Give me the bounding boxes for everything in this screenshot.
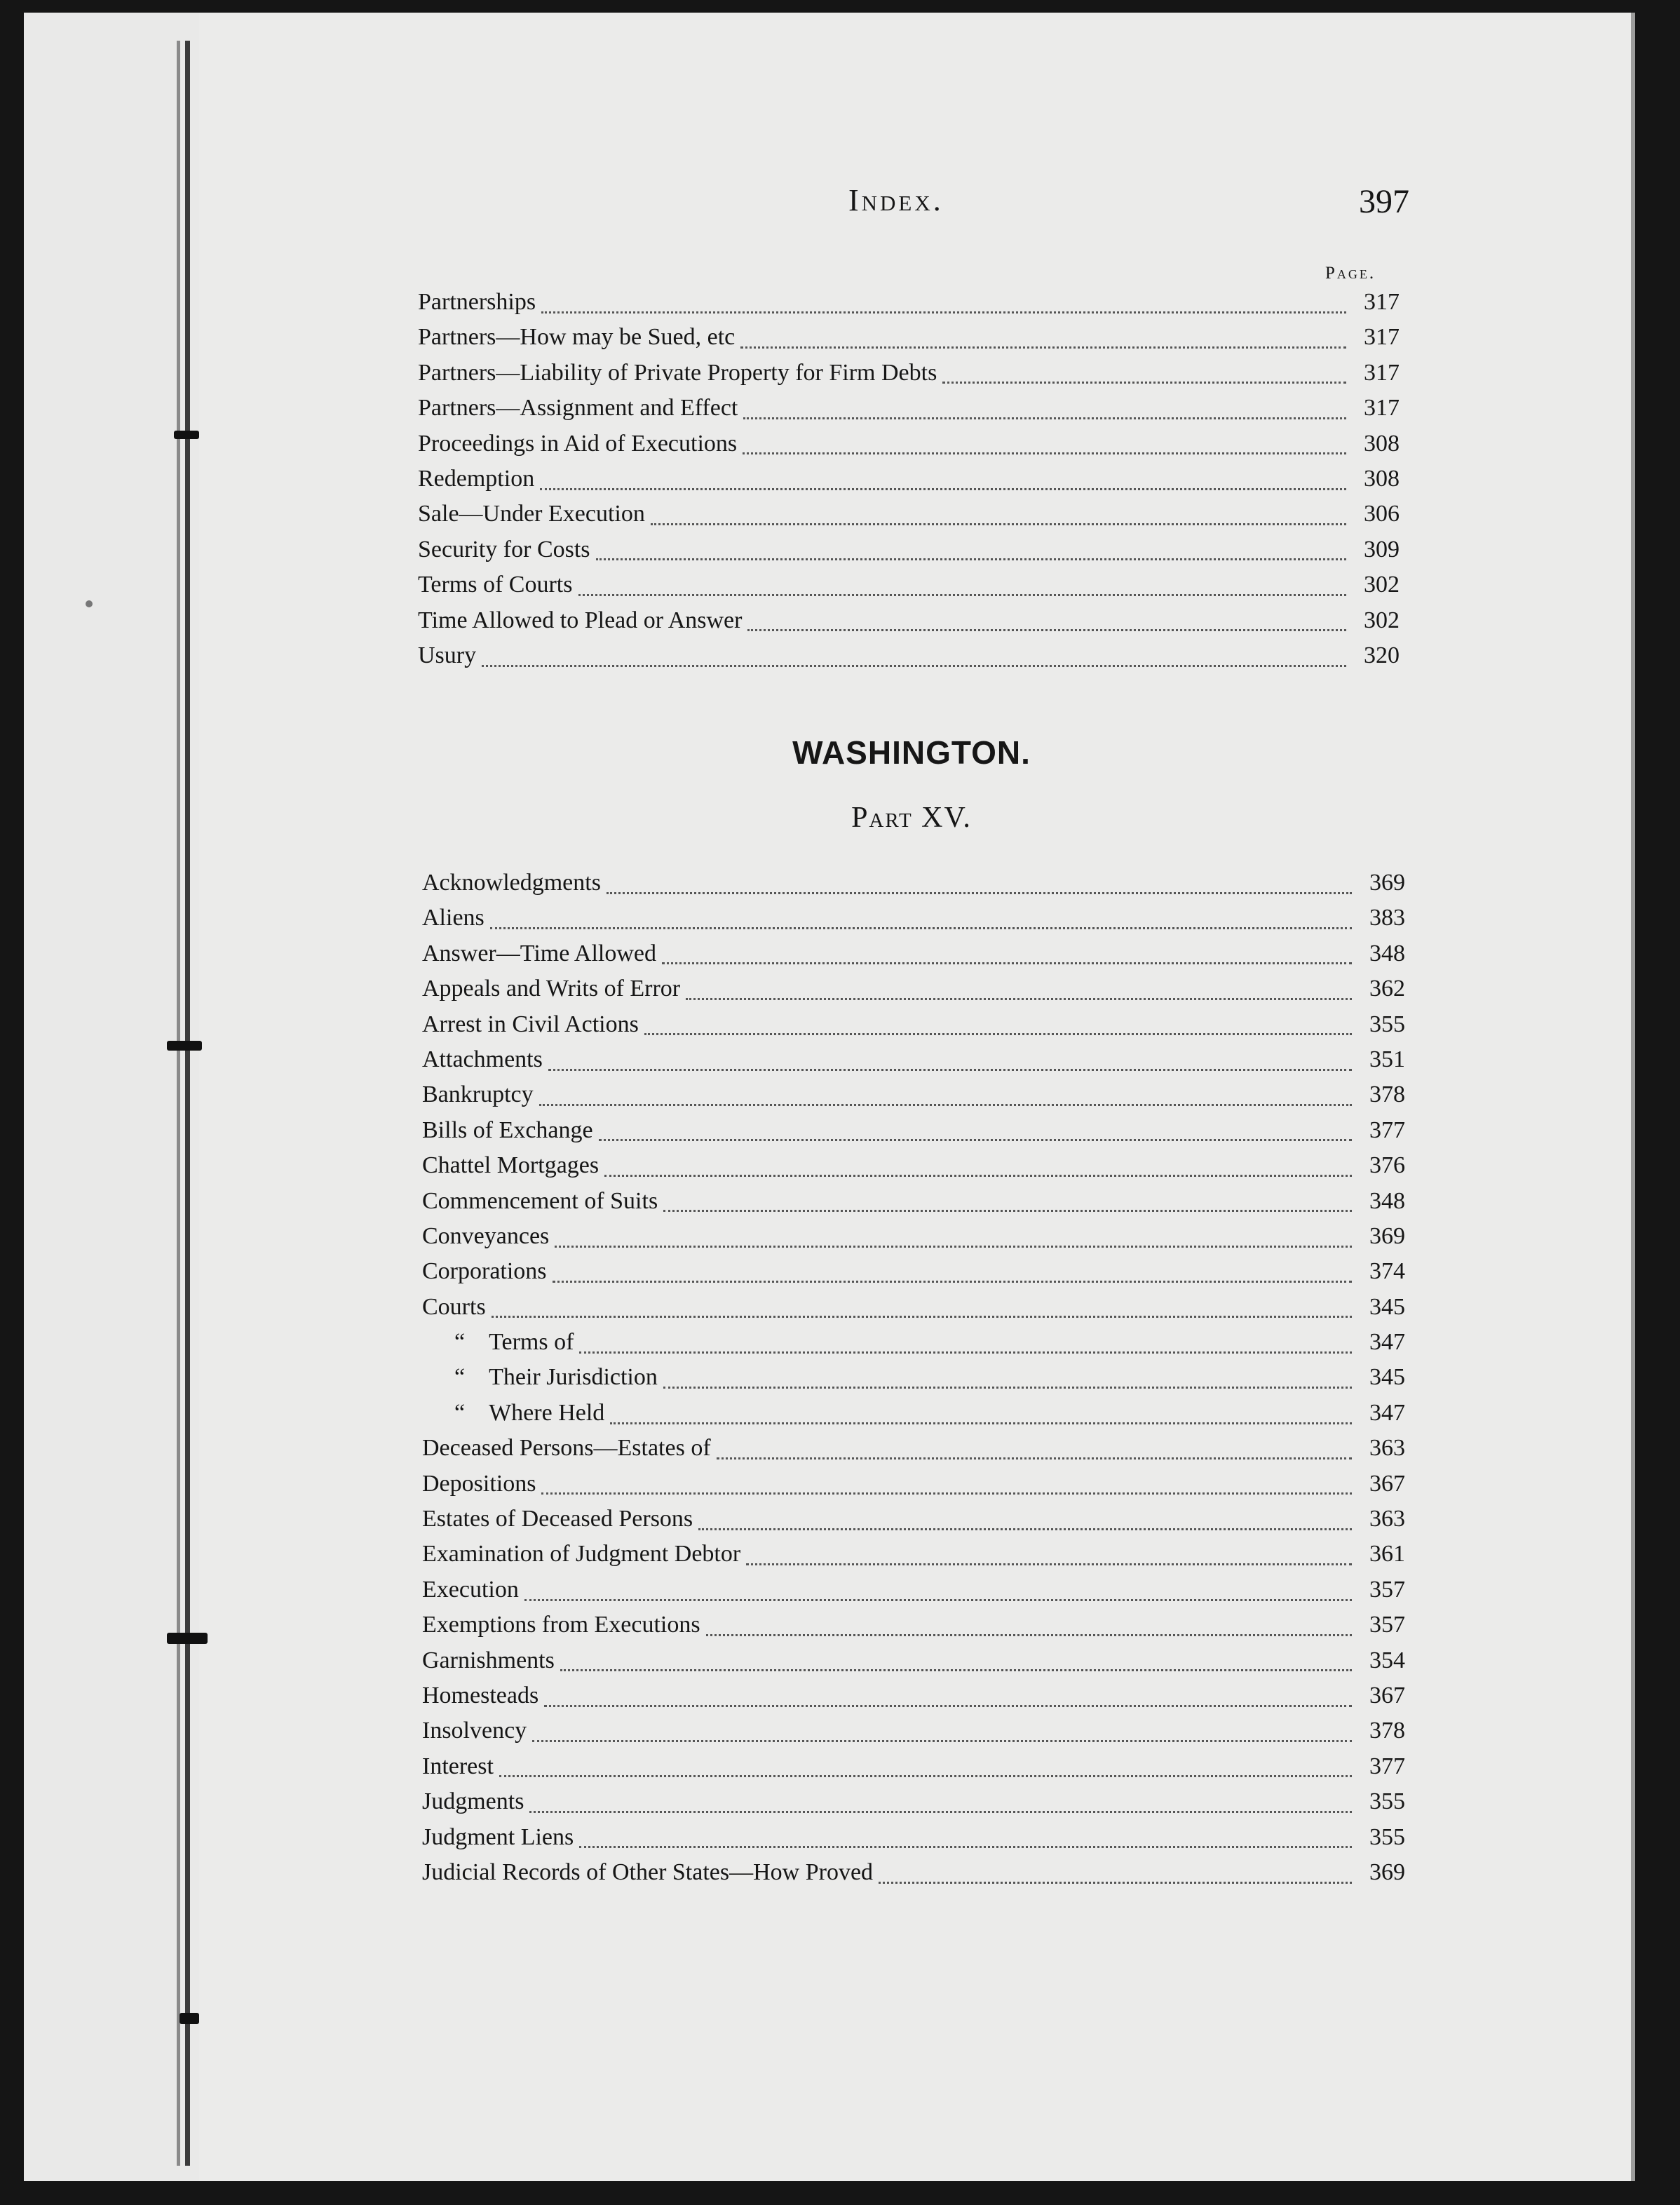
index-entry-page: 308 (1364, 430, 1400, 457)
dot-leader (879, 1882, 1352, 1884)
dot-leader (651, 523, 1346, 525)
index-entry (422, 1046, 1405, 1081)
index-entry (422, 1258, 1405, 1293)
dot-leader (578, 594, 1347, 596)
index-entry-label: Terms of Courts (418, 572, 573, 598)
dot-leader (662, 962, 1352, 964)
dot-leader (706, 1634, 1352, 1636)
index-entry (418, 642, 1400, 677)
page-header (848, 182, 1409, 231)
index-entry-page: 320 (1364, 642, 1400, 668)
index-entry-page: 378 (1369, 1081, 1405, 1108)
index-entry-page: 347 (1369, 1329, 1405, 1356)
index-entry-page: 369 (1369, 1222, 1405, 1249)
dot-leader (644, 1033, 1352, 1035)
dot-leader (524, 1599, 1352, 1601)
dot-leader (610, 1422, 1352, 1424)
index-entry-page: 309 (1364, 536, 1400, 562)
index-entry (422, 1647, 1405, 1683)
index-entry-label: Execution (422, 1576, 519, 1603)
index-entry-label: Partners—How may be Sued, etc (418, 324, 736, 351)
index-entry-page: 367 (1369, 1470, 1405, 1497)
dot-leader (740, 346, 1346, 349)
index-entry-page: 361 (1369, 1541, 1405, 1567)
index-entry (422, 1329, 1405, 1364)
index-entry-label: Corporations (422, 1258, 547, 1285)
section-title: WASHINGTON. (792, 734, 1031, 771)
dot-leader (529, 1811, 1352, 1813)
index-entry-label: Interest (422, 1753, 494, 1779)
index-entry (418, 501, 1400, 536)
index-entry (422, 976, 1405, 1011)
index-entry-page: 348 (1369, 1187, 1405, 1214)
dot-leader (747, 629, 1346, 631)
index-entry (418, 360, 1400, 395)
dot-leader (596, 558, 1346, 560)
dot-leader (539, 1104, 1352, 1106)
index-entry-label: Examination of Judgment Debtor (422, 1541, 741, 1567)
index-entry (418, 466, 1400, 501)
index-entry-label: Partners—Liability of Private Property for Firm Debts (418, 359, 937, 386)
index-entry-page: 355 (1369, 1823, 1405, 1850)
index-entry-page: 351 (1369, 1046, 1405, 1072)
index-entry (422, 1683, 1405, 1718)
index-entry-page: 308 (1364, 465, 1400, 492)
index-entry-page: 362 (1369, 976, 1405, 1002)
index-entry-page: 367 (1369, 1682, 1405, 1708)
index-entry-label: Acknowledgments (422, 870, 601, 896)
dot-leader (579, 1846, 1352, 1848)
index-entry-label: Depositions (422, 1470, 536, 1497)
index-entry-label: Estates of Deceased Persons (422, 1506, 693, 1532)
index-entry-page: 363 (1369, 1435, 1405, 1462)
index-entry (422, 1011, 1405, 1046)
index-entry-label: Partners—Assignment and Effect (418, 395, 738, 422)
index-entry-page: 377 (1369, 1753, 1405, 1779)
dot-leader (607, 892, 1352, 894)
dot-leader (599, 1139, 1352, 1141)
index-entry (422, 1081, 1405, 1117)
index-entry-label (422, 1364, 658, 1391)
index-entry-page: 369 (1369, 1859, 1405, 1885)
index-entry (422, 1718, 1405, 1753)
index-entry (422, 1824, 1405, 1859)
dot-leader (544, 1705, 1352, 1707)
index-entry (422, 1364, 1405, 1399)
dot-leader (482, 665, 1346, 667)
running-title: Index. (848, 183, 944, 217)
index-entry-label: Courts (422, 1293, 486, 1320)
dot-leader (717, 1457, 1352, 1459)
index-entry-label: Arrest in Civil Actions (422, 1011, 639, 1037)
index-entry-page: 378 (1369, 1718, 1405, 1744)
dot-leader (746, 1563, 1352, 1565)
index-list-washington (422, 870, 1405, 1894)
index-subentry-text: Where Held (489, 1399, 605, 1426)
index-entry-page: 357 (1369, 1576, 1405, 1603)
index-entry (422, 1400, 1405, 1435)
index-entry-label: Insolvency (422, 1718, 527, 1744)
index-entry (422, 1223, 1405, 1258)
dot-leader (604, 1175, 1352, 1177)
ditto-mark: “ (454, 1399, 466, 1426)
binding-edge (177, 41, 180, 2166)
index-entry-label: Judgments (422, 1788, 524, 1815)
index-entry-page: 357 (1369, 1612, 1405, 1638)
index-entry-label: Judgment Liens (422, 1823, 574, 1850)
dot-leader (579, 1351, 1352, 1354)
dot-leader (490, 927, 1352, 929)
index-entry-page: 374 (1369, 1258, 1405, 1285)
binding-mark (174, 431, 199, 439)
index-entry (422, 1612, 1405, 1647)
index-entry-page: 302 (1364, 607, 1400, 633)
index-entry (418, 289, 1400, 324)
binding-mark (179, 2013, 199, 2024)
index-entry (422, 1188, 1405, 1223)
index-entry-label: Commencement of Suits (422, 1187, 658, 1214)
index-subentry-text: Their Jurisdiction (489, 1364, 658, 1391)
dot-leader (743, 417, 1346, 419)
index-entry (422, 1471, 1405, 1506)
dot-leader (532, 1740, 1352, 1742)
dot-leader (541, 1492, 1352, 1495)
index-entry-page: 377 (1369, 1117, 1405, 1143)
index-entry-page: 355 (1369, 1788, 1405, 1815)
index-entry (418, 395, 1400, 430)
index-entry (418, 324, 1400, 359)
index-entry-page: 345 (1369, 1364, 1405, 1391)
index-entry (422, 905, 1405, 940)
scan-speck (86, 600, 93, 607)
part-title: Part XV. (851, 802, 972, 834)
index-entry (418, 572, 1400, 607)
index-entry-label: Homesteads (422, 1682, 539, 1708)
index-entry-page: 317 (1364, 359, 1400, 386)
index-entry-page: 376 (1369, 1152, 1405, 1179)
binding-mark (167, 1633, 208, 1644)
dot-leader (743, 452, 1346, 454)
dot-leader (663, 1387, 1352, 1389)
index-entry-label: Aliens (422, 905, 485, 931)
index-entry-page: 306 (1364, 501, 1400, 527)
dot-leader (663, 1210, 1352, 1212)
dot-leader (541, 311, 1346, 313)
dot-leader (560, 1669, 1352, 1671)
index-entry (422, 1859, 1405, 1894)
index-entry (422, 870, 1405, 905)
gutter (24, 13, 199, 2181)
index-entry-label: Security for Costs (418, 536, 590, 562)
index-entry-label: Appeals and Writs of Error (422, 976, 681, 1002)
index-entry (422, 1753, 1405, 1788)
index-entry-label: Attachments (422, 1046, 543, 1072)
index-entry-page: 369 (1369, 870, 1405, 896)
dot-leader (555, 1246, 1352, 1248)
index-entry (422, 1294, 1405, 1329)
index-entry (418, 607, 1400, 642)
index-entry-page: 347 (1369, 1399, 1405, 1426)
index-entry (422, 1117, 1405, 1152)
index-entry (422, 1577, 1405, 1612)
index-entry-label (422, 1329, 574, 1356)
index-entry-label: Time Allowed to Plead or Answer (418, 607, 743, 633)
index-entry (422, 940, 1405, 976)
index-entry-page: 363 (1369, 1506, 1405, 1532)
dot-leader (553, 1281, 1352, 1283)
index-entry-label: Proceedings in Aid of Executions (418, 430, 738, 457)
index-entry-page: 302 (1364, 572, 1400, 598)
page-column-heading: Page. (1325, 264, 1376, 283)
index-entry (418, 537, 1400, 572)
index-entry-page: 345 (1369, 1293, 1405, 1320)
index-entry-label: Garnishments (422, 1647, 555, 1673)
index-entry-page: 317 (1364, 395, 1400, 422)
index-entry-label: Exemptions from Executions (422, 1612, 700, 1638)
binding-mark (167, 1041, 202, 1051)
index-entry-label: Redemption (418, 465, 535, 492)
index-entry-label: Sale—Under Execution (418, 501, 645, 527)
dot-leader (540, 488, 1346, 490)
index-entry-page: 383 (1369, 905, 1405, 931)
index-entry (422, 1506, 1405, 1541)
index-entry (422, 1788, 1405, 1823)
index-entry-label: Bankruptcy (422, 1081, 534, 1108)
index-entry-page: 355 (1369, 1011, 1405, 1037)
ditto-mark: “ (454, 1329, 466, 1356)
index-list-oregon (418, 289, 1400, 677)
dot-leader (698, 1528, 1352, 1530)
index-entry-label (422, 1400, 604, 1427)
dot-leader (499, 1775, 1352, 1777)
index-entry-page: 317 (1364, 289, 1400, 315)
dot-leader (548, 1069, 1352, 1071)
dot-leader (492, 1316, 1352, 1318)
index-entry (422, 1152, 1405, 1187)
index-entry-label: Answer—Time Allowed (422, 940, 657, 966)
binding-edge-dark (185, 41, 190, 2166)
index-entry-page: 354 (1369, 1647, 1405, 1673)
index-entry-label: Bills of Exchange (422, 1117, 593, 1143)
dot-leader (686, 998, 1352, 1000)
page-number: 397 (1359, 183, 1409, 220)
index-entry (418, 431, 1400, 466)
ditto-mark: “ (454, 1364, 466, 1391)
dot-leader (942, 382, 1346, 384)
index-entry-label: Usury (418, 642, 477, 668)
index-entry-label: Chattel Mortgages (422, 1152, 599, 1179)
index-entry-label: Conveyances (422, 1222, 550, 1249)
index-entry-label: Judicial Records of Other States—How Proved (422, 1859, 874, 1885)
index-entry (422, 1541, 1405, 1576)
index-entry (422, 1435, 1405, 1470)
index-entry-label: Deceased Persons—Estates of (422, 1435, 711, 1462)
index-entry-page: 348 (1369, 940, 1405, 966)
index-entry-label: Partnerships (418, 289, 536, 315)
index-subentry-text: Terms of (489, 1329, 574, 1356)
index-entry-page: 317 (1364, 324, 1400, 351)
